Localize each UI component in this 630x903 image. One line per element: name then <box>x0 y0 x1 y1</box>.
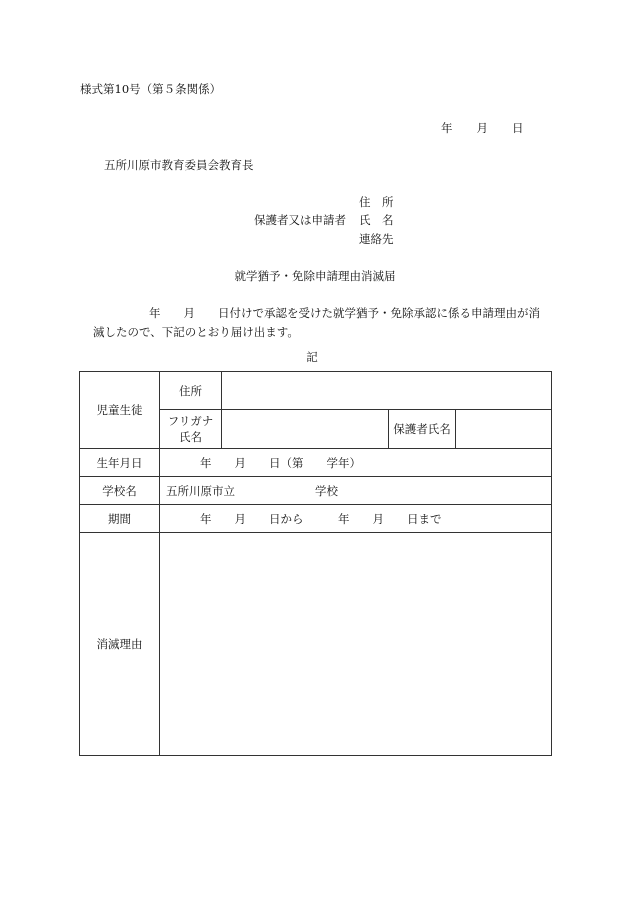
table-row-school <box>80 477 552 505</box>
document-title: 就学猶予・免除申請理由消滅届 <box>234 269 396 283</box>
submission-date <box>441 120 524 136</box>
birthdate-format: 年 月 日（第 学年） <box>200 455 361 470</box>
guardian-name-field[interactable] <box>456 410 552 449</box>
applicant-role-label: 保護者又は申請者 <box>254 213 346 227</box>
school-suffix: 学校 <box>315 483 338 498</box>
body-text-line1-content: 年 月 日付けで承認を受けた就学猶予・免除承認に係る申請理由が消 <box>149 306 540 320</box>
furigana-label: フリガナ <box>167 414 214 428</box>
period-field[interactable] <box>160 505 552 533</box>
child-address-label: 住所 <box>160 372 222 410</box>
body-text-line1 <box>93 305 540 321</box>
form-number: 様式第10号（第５条関係） <box>80 82 222 96</box>
date-year-label: 年 <box>441 121 453 135</box>
child-name-field[interactable] <box>222 410 389 449</box>
table-row-birthdate <box>80 449 552 477</box>
reason-field[interactable] <box>160 533 552 756</box>
applicant-contact-label: 連絡先 <box>359 232 394 246</box>
table-row-reason <box>80 533 552 756</box>
name-label: 氏名 <box>179 430 202 444</box>
school-label: 学校名 <box>80 477 160 505</box>
body-text-line2: 滅したので、下記のとおり届け出ます。 <box>93 325 299 339</box>
school-field[interactable] <box>160 477 552 505</box>
table-row-period <box>80 505 552 533</box>
birthdate-field[interactable] <box>160 449 552 477</box>
guardian-name-label: 保護者氏名 <box>389 410 456 449</box>
school-prefix: 五所川原市立 <box>166 483 235 498</box>
child-address-field[interactable] <box>222 372 552 410</box>
applicant-address-label: 住 所 <box>359 195 394 209</box>
applicant-name-label: 氏 名 <box>359 213 394 227</box>
period-format: 年 月 日から 年 月 日まで <box>200 511 442 526</box>
child-name-label <box>160 410 222 449</box>
birthdate-label: 生年月日 <box>80 449 160 477</box>
period-label: 期間 <box>80 505 160 533</box>
date-month-label: 月 <box>476 121 488 135</box>
addressee: 五所川原市教育委員会教育長 <box>104 158 254 172</box>
date-day-label: 日 <box>512 121 524 135</box>
child-label: 児童生徒 <box>80 372 160 449</box>
reason-label: 消滅理由 <box>80 533 160 756</box>
table-row-address <box>80 372 552 410</box>
ki-heading: 記 <box>306 350 318 364</box>
form-table <box>79 371 552 756</box>
